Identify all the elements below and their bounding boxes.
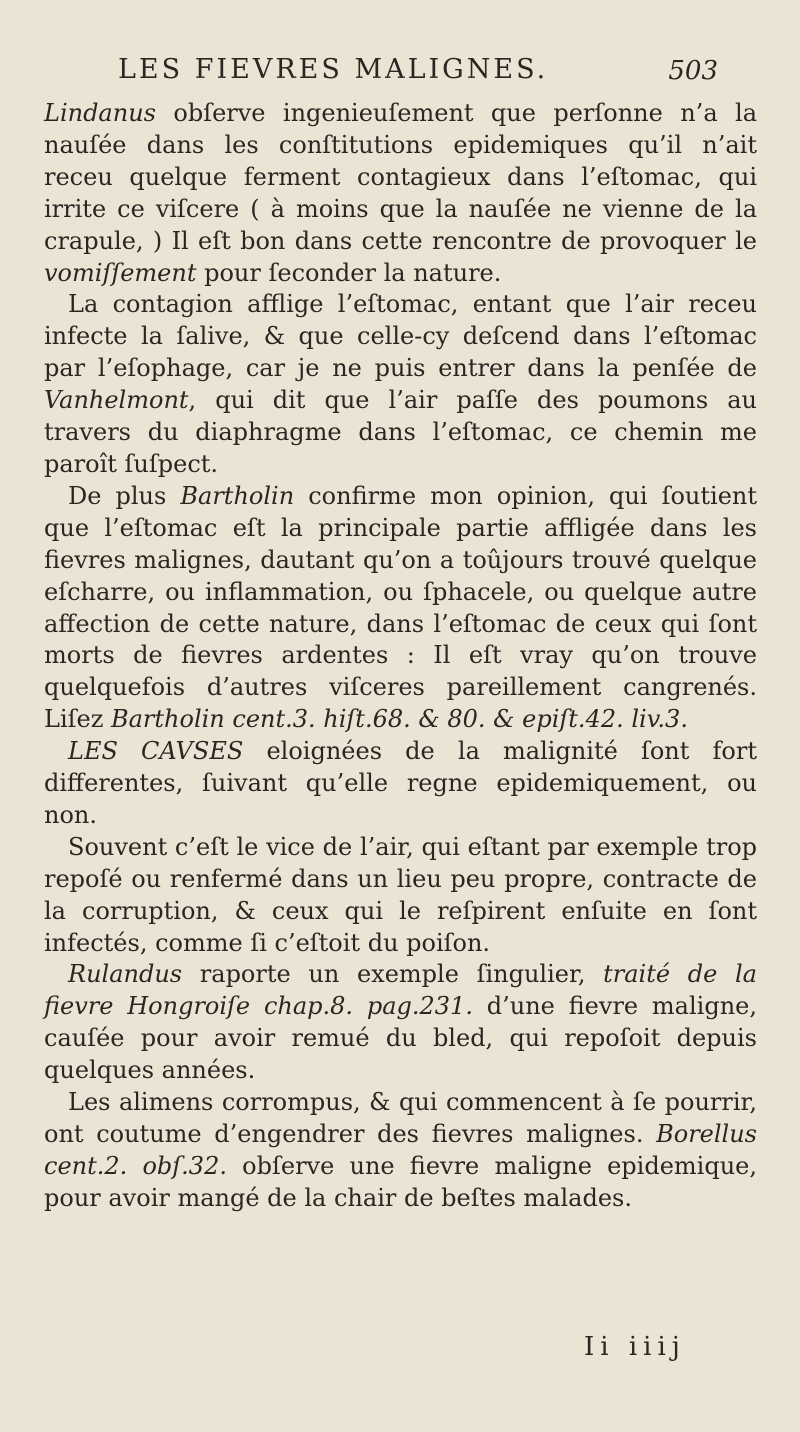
paragraph-2: La contagion afflige l’eſtomac, entant que l’air receu infecte la ſalive, & que celle-cy deſcend dans l’eſtomac par l’eſophage, car je ne puis entrer dans la penſée de Vanhelmont, qui dit que l’air paſſe des poumons au travers du diaphragme dans l’eſtomac, ce chemin me paroît ſuſpect.: [44, 290, 757, 478]
page-number: 503: [668, 56, 718, 86]
author-name: Rulandus: [68, 960, 183, 989]
emphasis: vomiſſement: [44, 258, 197, 287]
paragraph-7: Les alimens corrompus, & qui commencent à ſe pourrir, ont coutume d’engendrer des fievres malignes. Borellus cent.2. obſ.32. obſerve une fievre maligne epidemique, pour avoir mangé de la chair de beſtes malades.: [44, 1088, 757, 1212]
running-title: LES FIEVRES MALIGNES.: [118, 54, 549, 85]
author-name: Bartholin: [180, 481, 295, 510]
author-name: Vanhelmont: [44, 386, 189, 415]
citation: Borellus cent.2. obſ.32.: [44, 1120, 757, 1180]
section-lead: LES CAVSES: [68, 737, 244, 766]
page-body: [44, 98, 757, 1215]
paragraph-3: De plus Bartholin confirme mon opinion, qui ſoutient que l’eſtomac eſt la principale partie affligée dans les fievres malignes, dautant qu’on a toûjours trouvé quelque eſcharre, ou inflammation, ou ſphacele, ou quelque autre affection de cette nature, dans l’eſtomac de ceux qui ſont morts de fievres ardentes : Il eſt vray qu’on trouve quelquefois d’autres viſceres pareillement cangrenés. Liſez Bartholin cent.3. hiſt.68. & 80. & epiſt.42. liv.3.: [44, 481, 758, 734]
page-header: [118, 54, 718, 94]
paragraph-4: LES CAVSES eloignées de la malignité ſont fort differentes, ſuivant qu’elle regne epidemiquement, ou non.: [44, 737, 757, 829]
citation: traité de la fievre Hongroiſe chap.8. pag.231.: [44, 960, 757, 1021]
citation: Bartholin cent.3. hiſt.68. & 80. & epiſt.42. liv.3.: [110, 705, 688, 734]
paragraph-1: Lindanus obſerve ingenieuſement que perſonne n’a la nauſée dans les conſtitutions epidemiques qu’il n’ait receu quelque ferment contagieux dans l’eſtomac, qui irrite ce viſcere ( à moins que la nauſée ne vienne de la crapule, ) Il eſt bon dans cette rencontre de provoquer le vomiſſement pour ſeconder la nature.: [44, 99, 757, 287]
signature-mark: Ii iiij: [584, 1332, 686, 1362]
paragraph-5: Souvent c’eſt le vice de l’air, qui eſtant par exemple trop repoſé ou renfermé dans un lieu peu propre, contracte de la corruption, & ceux qui le reſpirent enſuite en ſont infectés, comme ſi c’eſtoit du poiſon.: [44, 832, 757, 957]
paragraph-6: Rulandus raporte un exemple ſingulier, traité de la fievre Hongroiſe chap.8. pag.231. d’une fievre maligne, cauſée pour avoir remué du bled, qui repoſoit depuis quelques années.: [44, 960, 757, 1085]
author-name: Lindanus: [44, 99, 156, 127]
